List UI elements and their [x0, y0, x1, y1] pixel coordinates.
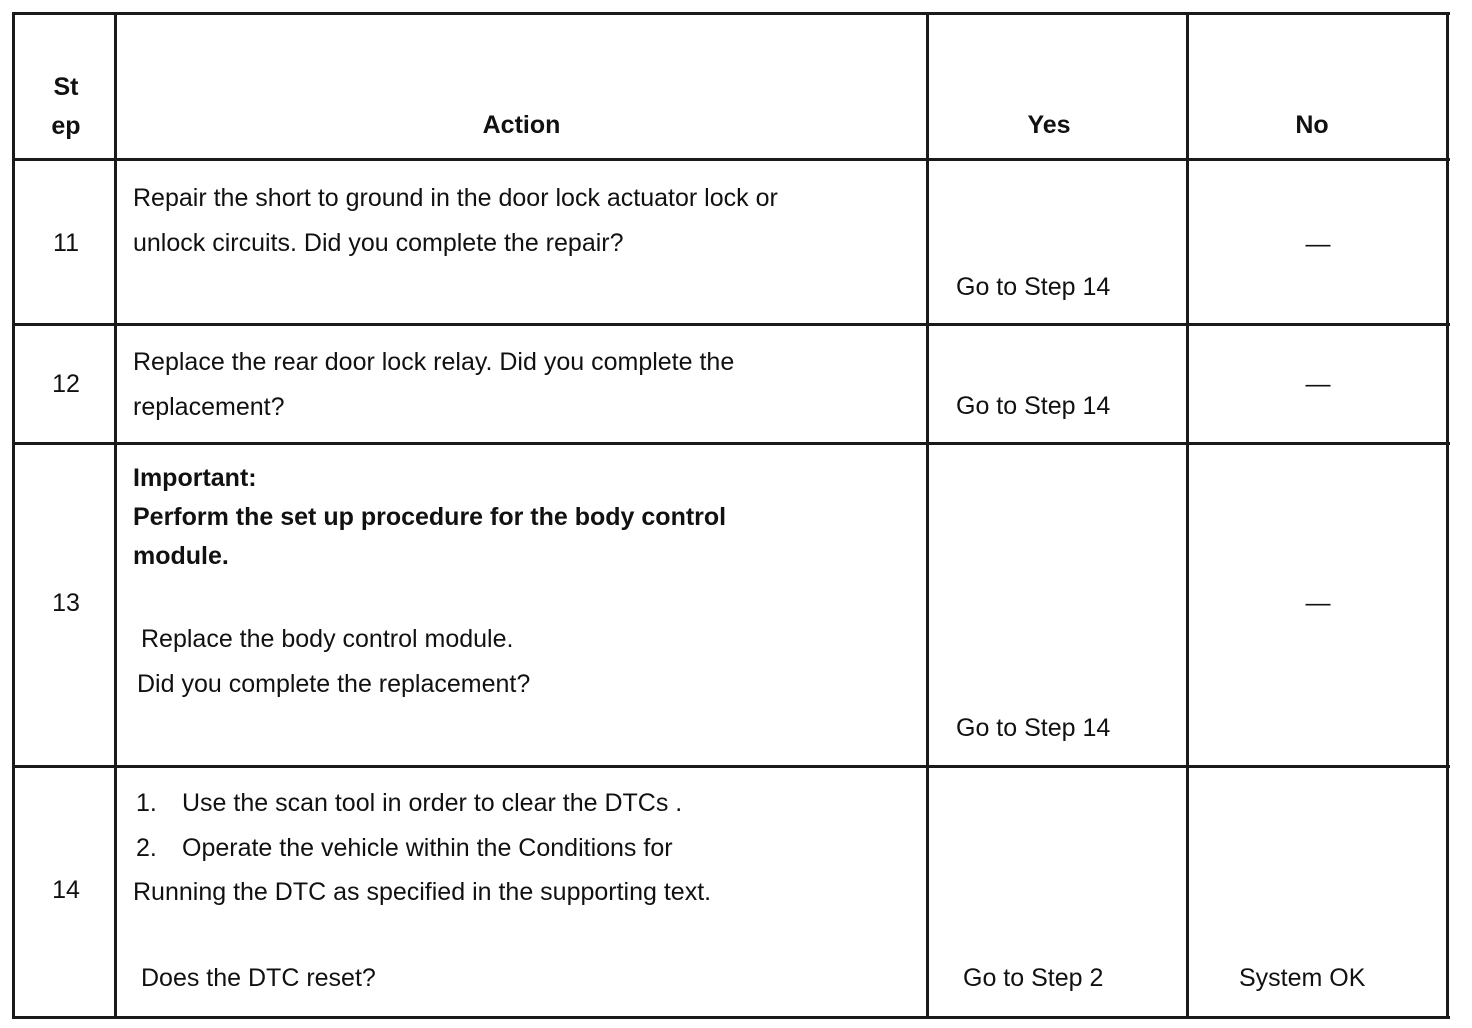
yes-link[interactable]: Go to Step 14: [956, 392, 1111, 420]
yes-link[interactable]: Go to Step 14: [956, 273, 1111, 301]
list-item: [136, 826, 673, 871]
list-text: Operate the vehicle within the Conditions for: [182, 834, 673, 862]
step-number: 14: [52, 876, 80, 904]
no-value: —: [1305, 589, 1331, 617]
header-step: [17, 68, 115, 146]
table-border-top: [12, 12, 1450, 15]
important-line: module.: [133, 542, 229, 570]
action-text: [133, 176, 778, 266]
column-divider: [1186, 12, 1189, 1019]
header-no: No: [1295, 111, 1329, 139]
important-note: [133, 459, 726, 576]
action-text: [133, 340, 734, 430]
header-yes: Yes: [1027, 111, 1071, 139]
row-divider: [12, 442, 1450, 445]
row-divider: [12, 765, 1450, 768]
step-number: 12: [52, 370, 80, 398]
important-line: Perform the set up procedure for the body control: [133, 503, 727, 531]
header-action: Action: [482, 111, 561, 139]
action-line: unlock circuits. Did you complete the repair?: [133, 229, 624, 257]
header-divider: [12, 158, 1450, 161]
column-divider: [926, 12, 929, 1019]
action-line: Replace the rear door lock relay. Did you complete the: [133, 348, 735, 376]
yes-link[interactable]: Go to Step 14: [956, 714, 1111, 742]
list-number: 1.: [136, 789, 157, 817]
no-value: —: [1305, 370, 1331, 398]
table-border-left: [12, 12, 15, 1019]
action-line: Did you complete the replacement?: [137, 670, 531, 698]
table-border-bottom: [12, 1016, 1450, 1019]
no-value: —: [1305, 230, 1331, 258]
yes-link[interactable]: Go to Step 2: [963, 964, 1104, 992]
important-line: Important:: [133, 464, 257, 492]
action-line: replacement?: [133, 393, 285, 421]
no-result: System OK: [1239, 964, 1366, 992]
step-number: 13: [52, 589, 80, 617]
action-line: Repair the short to ground in the door lock actuator lock or: [133, 184, 778, 212]
question-text: Does the DTC reset?: [141, 964, 376, 992]
action-line: Replace the body control module.: [141, 625, 514, 653]
row-divider: [12, 323, 1450, 326]
step-number: 11: [53, 229, 79, 257]
list-text: Use the scan tool in order to clear the DTCs .: [182, 789, 683, 817]
header-step-line: ep: [51, 112, 81, 140]
column-divider: [114, 12, 117, 1019]
header-step-line: St: [53, 73, 79, 101]
list-item: [136, 781, 682, 826]
list-number: 2.: [136, 834, 157, 862]
continuation-text: Running the DTC as specified in the supporting text.: [133, 878, 712, 906]
table-border-right: [1446, 12, 1449, 1019]
